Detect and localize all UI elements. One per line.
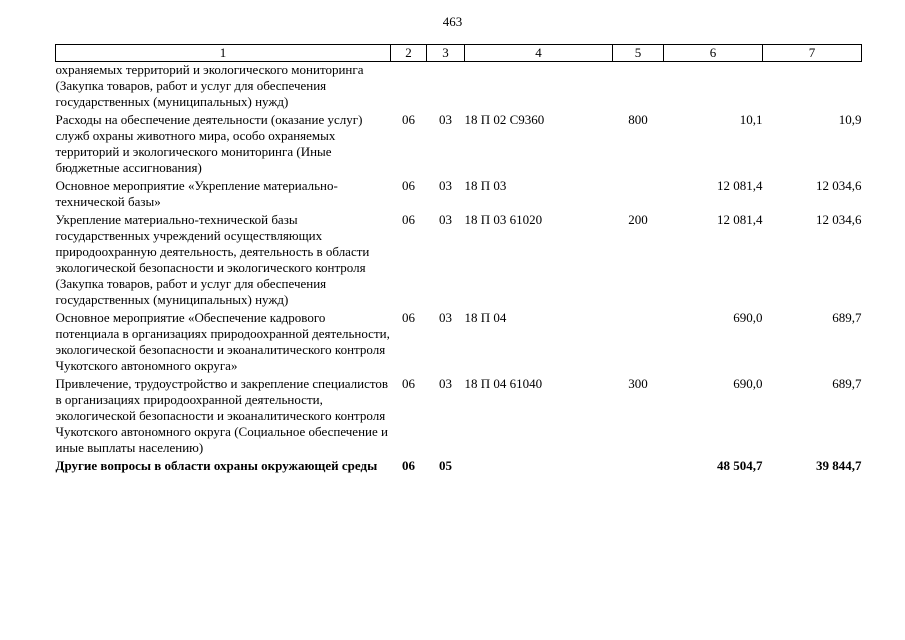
- table-row: [56, 112, 862, 178]
- row-expense-type: 300: [628, 376, 648, 391]
- row-section: 06: [402, 376, 415, 391]
- header-row: [56, 45, 862, 62]
- row-target-code: 18 П 02 С9360: [464, 112, 545, 127]
- row-target-code: 18 П 03 61020: [464, 212, 543, 227]
- row-section: 06: [402, 310, 415, 325]
- row-subsection: 03: [439, 112, 452, 127]
- row-expense-type: [613, 62, 664, 113]
- row-amount-2: 39 844,7: [816, 458, 862, 473]
- row-target-code: [465, 62, 613, 113]
- row-subsection: 03: [439, 310, 452, 325]
- header-col-6: 6: [664, 45, 763, 62]
- table-row: [56, 178, 862, 212]
- row-amount-1: 690,0: [733, 310, 763, 325]
- row-amount-1: 12 081,4: [717, 212, 763, 227]
- row-amount-1: 48 504,7: [717, 458, 763, 473]
- row-amount-1: [664, 62, 763, 113]
- row-amount-1: 12 081,4: [717, 178, 763, 193]
- header-col-2: 2: [391, 45, 427, 62]
- row-amount-1: 10,1: [739, 112, 763, 127]
- row-subsection: 05: [439, 458, 452, 473]
- header-col-7: 7: [763, 45, 862, 62]
- row-subsection: [427, 62, 465, 113]
- table-row: [56, 212, 862, 310]
- row-amount-2: 10,9: [838, 112, 862, 127]
- row-amount-2: 12 034,6: [816, 178, 862, 193]
- row-expense-type: [613, 310, 664, 376]
- row-target-code: 18 П 04 61040: [464, 376, 543, 391]
- row-name: Другие вопросы в области охраны окружающей среды: [55, 458, 378, 473]
- row-section: 06: [402, 212, 415, 227]
- row-subsection: 03: [439, 376, 452, 391]
- row-name: Укрепление материально-технической базы государственных учреждений осуществляющих природоохранную деятельность, деятельность в области экологической безопасности и экологического контроля (Закупка товаров, работ и услуг для обеспечения государственных (муниципальных) нужд): [55, 212, 370, 307]
- row-section: 06: [402, 178, 415, 193]
- row-section: 06: [402, 458, 415, 473]
- row-target-code: [465, 458, 613, 474]
- row-subsection: 03: [439, 212, 452, 227]
- row-name: Основное мероприятие «Обеспечение кадрового потенциала в организациях природоохранной деятельности, экологической безопасности и экоаналитического контроля Чукотского автономного округа»: [55, 310, 390, 373]
- row-name: Расходы на обеспечение деятельности (оказание услуг) служб охраны животного мира, особо охраняемых территорий и экологического мониторинга (Иные бюджетные ассигнования): [55, 112, 363, 175]
- table-row-total: [56, 458, 862, 474]
- row-expense-type: 200: [628, 212, 648, 227]
- table-row: [56, 376, 862, 458]
- row-amount-2: 12 034,6: [816, 212, 862, 227]
- row-expense-type: [613, 458, 664, 474]
- budget-table: [55, 44, 862, 474]
- row-expense-type: 800: [628, 112, 648, 127]
- row-subsection: 03: [439, 178, 452, 193]
- row-expense-type: [613, 178, 664, 212]
- row-amount-2: [763, 62, 862, 113]
- row-target-code: 18 П 03: [464, 178, 507, 193]
- header-col-1: 1: [56, 45, 391, 62]
- row-name: Основное мероприятие «Укрепление материально-технической базы»: [55, 178, 338, 209]
- row-section: [391, 62, 427, 113]
- row-amount-2: 689,7: [832, 310, 862, 325]
- row-target-code: 18 П 04: [464, 310, 507, 325]
- header-col-3: 3: [427, 45, 465, 62]
- table-row: [56, 310, 862, 376]
- page-number: 463: [442, 14, 463, 29]
- header-col-5: 5: [613, 45, 664, 62]
- row-amount-2: 689,7: [832, 376, 862, 391]
- row-section: 06: [402, 112, 415, 127]
- table-row: [56, 62, 862, 113]
- row-name: охраняемых территорий и экологического мониторинга (Закупка товаров, работ и услуг для обеспечения государственных (муниципальных) нужд): [55, 62, 364, 109]
- row-amount-1: 690,0: [733, 376, 763, 391]
- header-col-4: 4: [465, 45, 613, 62]
- row-name: Привлечение, трудоустройство и закрепление специалистов в организациях природоохранной деятельности, экологической безопасности и экоаналитического контроля Чукотского автономного округа (Социальное обеспечение и иные выплаты населению): [55, 376, 389, 455]
